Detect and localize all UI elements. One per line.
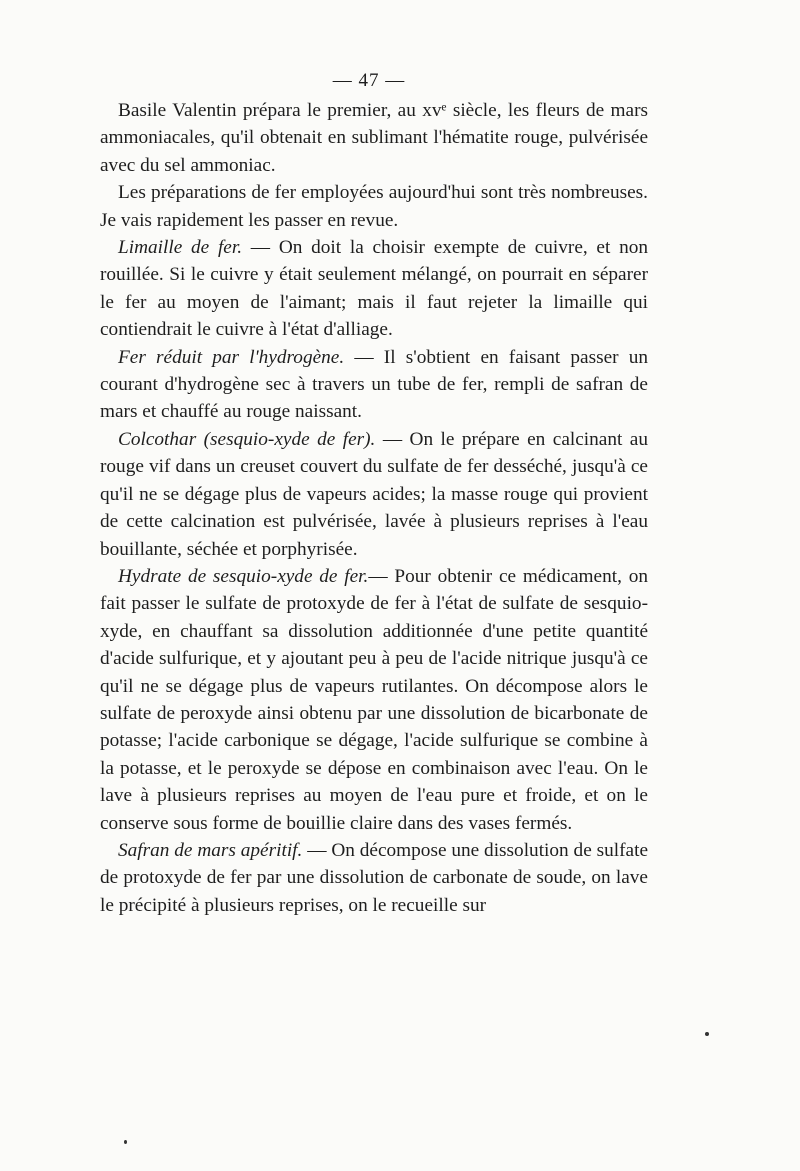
paper-speck [124,1140,127,1144]
paragraph-lead: Hydrate de sesquio-xyde de fer. [118,565,369,587]
paragraph-body: — Pour obtenir ce médicament, on fait passer le sulfate de protoxyde de fer à l'état de sulfate de sesquio-xyde, en chauffant sa dissolution additionnée d'une petite quantité d'acide sulfurique, et y ajoutant peu à peu de l'acide nitrique jusqu'à ce qu'il ne se dégage plus de vapeurs rutilantes. On décompose alors le sulfate de peroxyde ainsi obtenu par une dissolution de bicarbonate de potasse; l'acide carbonique se dégage, l'acide sulfurique se combine à la potasse, et le peroxyde se dépose en combinaison avec l'eau. On le lave à plusieurs reprises au moyen de l'eau pure et froide, et on le conserve sous forme de bouillie claire dans des vases fermés. [100,565,648,834]
paragraph-hydrate [100,563,648,837]
paragraph-body: Basile Valentin prépara le premier, au xvᵉ siècle, les fleurs de mars ammoniacales, qu'il obtenait en sublimant l'hématite rouge, pulvérisée avec du sel ammoniac. [100,100,648,176]
page-number: — 47 — [332,70,406,91]
paragraph-lead: Fer réduit par l'hydrogène. [118,346,345,368]
paragraph-body: Les préparations de fer employées aujourd'hui sont très nombreuses. Je vais rapidement les passer en revue. [100,182,648,231]
paragraph-fer-reduit [100,344,648,426]
paragraph-body: — On doit la choisir exempte de cuivre, et non rouillée. Si le cuivre y était seulement mélangé, on pourrait en séparer le fer au moyen de l'aimant; mais il faut rejeter la limaille qui contiendrait le cuivre à l'état d'alliage. [100,237,649,341]
paragraph-limaille [100,234,648,344]
paragraph-body: — On décompose une dissolution de sulfate de protoxyde de fer par une dissolution de carbonate de soude, on lave le précipité à plusieurs reprises, on le recueille sur [100,839,648,916]
paragraph-preparations [100,179,648,234]
paragraph-lead: Colcothar (sesquio-xyde de fer). [118,428,376,450]
paragraph-colcothar [100,426,648,563]
paragraph-body: — On le prépare en calcinant au rouge vif dans un creuset couvert du sulfate de fer desséché, jusqu'à ce qu'il ne se dégage plus de vapeurs acides; la masse rouge qui provient de cette calcination est pulvérisée, lavée à plusieurs reprises à l'eau bouillante, séchée et porphyrisée. [100,428,648,560]
body-text [100,97,648,919]
paragraph-lead: Limaille de fer. [118,237,243,259]
paragraph-intro [100,97,648,179]
paragraph-lead: Safran de mars apéritif. [118,839,303,861]
paragraph-body: — Il s'obtient en faisant passer un courant d'hydrogène sec à travers un tube de fer, rempli de safran de mars et chauffé au rouge naissant. [100,346,649,423]
paragraph-safran [100,837,648,919]
paper-speck [705,1032,709,1036]
